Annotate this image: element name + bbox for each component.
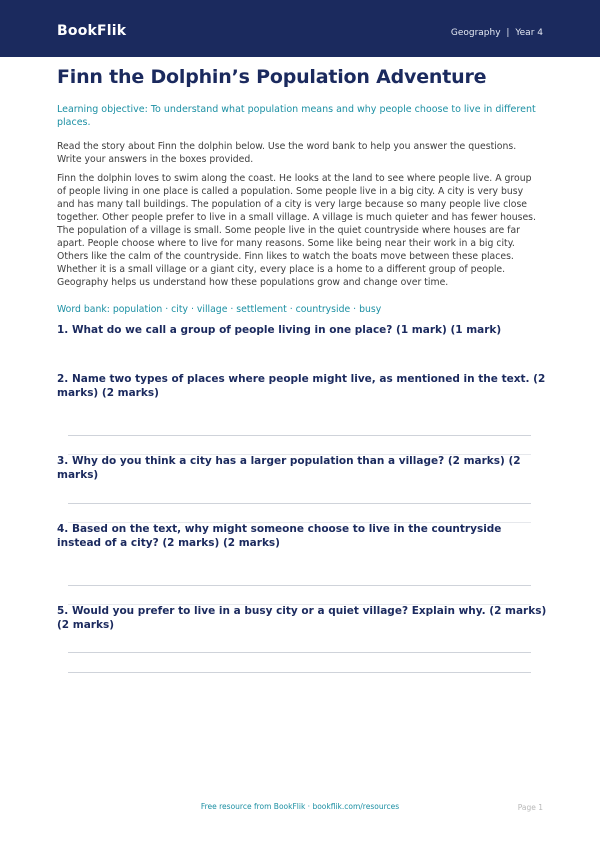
footer-text[interactable]: Free resource from BookFlik · bookflik.com/resources: [200, 802, 400, 811]
header-separator: |: [506, 28, 510, 38]
brand-logo[interactable]: BookFlik: [57, 23, 127, 39]
learning-objective: Learning objective: To understand what population means and why people choose to live in different places.: [57, 104, 536, 128]
page-title: Finn the Dolphin’s Population Adventure: [57, 66, 487, 88]
answer-line-5a[interactable]: [68, 652, 531, 653]
instructions-text: Read the story about Finn the dolphin below. Use the word bank to help you answer the questions. Write your answers in the boxes provided.: [57, 140, 517, 165]
answer-line-4a[interactable]: [68, 585, 531, 586]
page-number: Page 1: [517, 803, 543, 812]
question-1: 1. What do we call a group of people living in one place? (1 mark) (1 mark): [57, 324, 502, 336]
answer-line-2a[interactable]: [68, 435, 531, 436]
worksheet-body: [57, 64, 543, 315]
header-bar: [0, 0, 600, 57]
question-3: 3. Why do you think a city has a larger population than a village? (2 marks) (2 marks): [57, 455, 521, 481]
question-4: 4. Based on the text, why might someone choose to live in the countryside instead of a city? (2 marks) (2 marks): [57, 523, 502, 549]
question-5: 5. Would you prefer to live in a busy city or a quiet village? Explain why. (2 marks) (2 marks): [57, 605, 547, 631]
word-bank: Word bank: population · city · village · settlement · countryside · busy: [57, 303, 382, 315]
year-label: Year 4: [515, 28, 543, 38]
answer-line-5b[interactable]: [68, 672, 531, 673]
header-meta: [451, 28, 543, 38]
question-2: 2. Name two types of places where people might live, as mentioned in the text. (2 marks) (2 marks): [57, 373, 546, 399]
answer-line-3a[interactable]: [68, 503, 531, 504]
subject-label: Geography: [450, 28, 501, 38]
story-text: Finn the dolphin loves to swim along the coast. He looks at the land to see where people live. A group of people living in one place is called a population. Some people live in a big city. A city is very busy and has many tall buildings. The population of a city is very large because so many people live close together. Other people prefer to live in a small village. A village is much quieter and has fewer houses. The population of a village is small. Some people live in the quiet countryside where houses are far apart. People choose where to live for many reasons. Some like being near their work in a big city. Others like the calm of the countryside. Finn likes to watch the boats move between these places. Whether it is a small village or a giant city, every place is a home to a different group of people. Geography helps us understand how these populations grow and change over time.: [57, 173, 536, 288]
